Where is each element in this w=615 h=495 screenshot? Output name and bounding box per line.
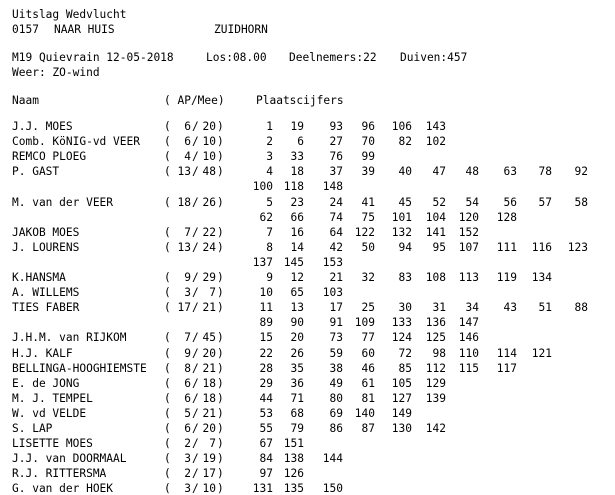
ratio-open-paren: ( — [164, 135, 171, 149]
placing-value: 131 — [252, 482, 273, 495]
placing-value: 28 — [259, 361, 273, 375]
placing-value: 22 — [259, 346, 273, 360]
placing-value: 64 — [329, 225, 343, 239]
participant-name: J.J. MOES — [12, 120, 73, 133]
placing-value: 84 — [259, 452, 273, 466]
placing-value: 35 — [290, 361, 304, 375]
placing-value: 2 — [266, 135, 273, 149]
mee-count: 17 — [202, 467, 216, 481]
participant-name: REMCO PLOEG — [12, 150, 87, 164]
ap-count: 6 — [184, 120, 191, 133]
placing-value: 118 — [283, 180, 304, 194]
participant-name: JAKOB MOES — [12, 225, 80, 239]
col-ratio-header: ( AP/Mee) — [164, 94, 225, 107]
placing-value: 102 — [425, 135, 446, 149]
placing-value: 40 — [398, 165, 412, 179]
ratio-open-paren: ( — [164, 361, 171, 375]
ratio-slash: / — [192, 361, 199, 375]
release-time: Los:08.00 — [206, 51, 267, 64]
participant-name: M. J. TEMPEL — [12, 391, 93, 405]
ratio-slash: / — [192, 165, 199, 179]
placing-value: 142 — [425, 422, 446, 435]
placing-value: 100 — [252, 180, 273, 194]
placing-value: 17 — [329, 301, 343, 315]
placing-value: 21 — [329, 271, 343, 284]
ap-count: 9 — [184, 271, 191, 284]
placing-value: 44 — [259, 391, 273, 405]
ratio-open-paren: ( — [164, 406, 171, 420]
placing-value: 87 — [361, 422, 375, 435]
placing-value: 58 — [574, 195, 588, 209]
ratio-close-paren: ) — [217, 391, 224, 405]
ratio-slash: / — [192, 482, 199, 495]
participants-count: Deelnemers:22 — [289, 51, 377, 64]
placing-value: 80 — [329, 391, 343, 405]
placing-value: 19 — [290, 120, 304, 133]
placing-value: 119 — [496, 271, 517, 284]
mee-count: 20 — [202, 422, 216, 435]
placing-value: 34 — [465, 301, 479, 315]
ratio-close-paren: ) — [217, 437, 224, 451]
placing-value: 97 — [259, 467, 273, 481]
ratio-open-paren: ( — [164, 225, 171, 239]
placing-value: 135 — [283, 482, 304, 495]
ratio-slash: / — [192, 376, 199, 390]
placing-value: 73 — [329, 331, 343, 345]
report-title: Uitslag Wedvlucht — [12, 8, 127, 21]
placing-value: 30 — [398, 301, 412, 315]
placing-value: 65 — [290, 286, 304, 300]
ratio-open-paren: ( — [164, 482, 171, 495]
ratio-slash: / — [192, 346, 199, 360]
placing-value: 77 — [361, 331, 375, 345]
placing-value: 91 — [329, 316, 343, 330]
placing-value: 37 — [329, 165, 343, 179]
placing-value: 103 — [322, 286, 343, 300]
ap-count: 18 — [177, 195, 191, 209]
placing-value: 75 — [361, 210, 375, 224]
placing-value: 132 — [391, 225, 412, 239]
placing-value: 76 — [329, 150, 343, 164]
placing-value: 42 — [329, 240, 343, 254]
placing-value: 137 — [252, 255, 273, 269]
placing-value: 32 — [361, 271, 375, 284]
participant-name: S. LAP — [12, 422, 53, 435]
mee-count: 10 — [202, 150, 216, 164]
placing-value: 115 — [458, 361, 479, 375]
mee-count: 24 — [202, 240, 216, 254]
ratio-open-paren: ( — [164, 391, 171, 405]
participant-name: P. GAST — [12, 165, 60, 179]
placing-value: 93 — [329, 120, 343, 133]
ap-count: 6 — [184, 391, 191, 405]
ratio-slash: / — [192, 195, 199, 209]
placing-value: 10 — [259, 286, 273, 300]
placing-value: 56 — [503, 195, 517, 209]
placing-value: 143 — [425, 120, 446, 133]
placing-value: 85 — [398, 361, 412, 375]
ratio-slash: / — [192, 391, 199, 405]
placing-value: 138 — [283, 452, 304, 466]
participant-name: G. van der HOEK — [12, 482, 114, 495]
ratio-slash: / — [192, 301, 199, 315]
participant-name: R.J. RITTERSMA — [12, 467, 107, 481]
placing-value: 69 — [329, 406, 343, 420]
placing-value: 14 — [290, 240, 304, 254]
ap-count: 5 — [184, 406, 191, 420]
ap-count: 6 — [184, 376, 191, 390]
placing-value: 145 — [283, 255, 304, 269]
pigeons-count: Duiven:457 — [400, 51, 468, 64]
placing-value: 113 — [458, 271, 479, 284]
placing-value: 99 — [361, 150, 375, 164]
placing-value: 46 — [361, 361, 375, 375]
placing-value: 51 — [538, 301, 552, 315]
ratio-open-paren: ( — [164, 376, 171, 390]
ratio-slash: / — [192, 120, 199, 133]
placing-value: 36 — [290, 376, 304, 390]
ratio-close-paren: ) — [217, 301, 224, 315]
col-places-header: Plaatscijfers — [256, 94, 344, 107]
placing-value: 150 — [322, 482, 343, 495]
placing-value: 79 — [290, 422, 304, 435]
ratio-close-paren: ) — [217, 150, 224, 164]
ratio-close-paren: ) — [217, 376, 224, 390]
placing-value: 9 — [266, 271, 273, 284]
ratio-slash: / — [192, 331, 199, 345]
mee-count: 18 — [202, 391, 216, 405]
placing-value: 52 — [432, 195, 446, 209]
placing-value: 1 — [266, 120, 273, 133]
ratio-close-paren: ) — [217, 467, 224, 481]
ratio-close-paren: ) — [217, 135, 224, 149]
participant-name: J. LOURENS — [12, 240, 80, 254]
participant-name: H.J. KALF — [12, 346, 73, 360]
mee-count: 7 — [209, 437, 216, 451]
ratio-close-paren: ) — [217, 240, 224, 254]
placing-value: 61 — [361, 376, 375, 390]
placing-value: 26 — [290, 346, 304, 360]
placing-value: 124 — [391, 331, 412, 345]
participant-name: J.J. van DOORMAAL — [12, 452, 127, 466]
participant-name: J.H.M. van RIJKOM — [12, 331, 127, 345]
col-name-header: Naam — [12, 94, 39, 107]
placing-value: 127 — [391, 391, 412, 405]
ap-count: 6 — [184, 422, 191, 435]
mee-count: 21 — [202, 406, 216, 420]
ratio-slash: / — [192, 467, 199, 481]
ratio-slash: / — [192, 150, 199, 164]
ratio-open-paren: ( — [164, 452, 171, 466]
ratio-close-paren: ) — [217, 482, 224, 495]
race-info: M19 Quievrain 12-05-2018 — [12, 51, 174, 64]
placing-value: 136 — [425, 316, 446, 330]
placing-value: 39 — [361, 165, 375, 179]
placing-value: 141 — [425, 225, 446, 239]
ratio-open-paren: ( — [164, 467, 171, 481]
placing-value: 50 — [361, 240, 375, 254]
placing-value: 120 — [458, 210, 479, 224]
ratio-open-paren: ( — [164, 331, 171, 345]
ratio-slash: / — [192, 437, 199, 451]
placing-value: 24 — [329, 195, 343, 209]
placing-value: 81 — [361, 391, 375, 405]
placing-value: 55 — [259, 422, 273, 435]
mee-count: 29 — [202, 271, 216, 284]
ratio-open-paren: ( — [164, 301, 171, 315]
placing-value: 72 — [398, 346, 412, 360]
ap-count: 2 — [184, 437, 191, 451]
placing-value: 15 — [259, 331, 273, 345]
ratio-slash: / — [192, 135, 199, 149]
placing-value: 110 — [458, 346, 479, 360]
ap-count: 4 — [184, 150, 191, 164]
ratio-close-paren: ) — [217, 346, 224, 360]
placing-value: 8 — [266, 240, 273, 254]
placing-value: 66 — [290, 210, 304, 224]
placing-value: 88 — [574, 301, 588, 315]
ratio-close-paren: ) — [217, 422, 224, 435]
ap-count: 3 — [184, 452, 191, 466]
placing-value: 63 — [503, 165, 517, 179]
placing-value: 109 — [354, 316, 375, 330]
placing-value: 70 — [361, 135, 375, 149]
ratio-slash: / — [192, 452, 199, 466]
placing-value: 117 — [496, 361, 517, 375]
placing-value: 60 — [361, 346, 375, 360]
ratio-slash: / — [192, 225, 199, 239]
placing-value: 13 — [290, 301, 304, 315]
ratio-open-paren: ( — [164, 346, 171, 360]
placing-value: 95 — [432, 240, 446, 254]
mee-count: 48 — [202, 165, 216, 179]
ap-count: 7 — [184, 225, 191, 239]
ratio-open-paren: ( — [164, 240, 171, 254]
mee-count: 7 — [209, 286, 216, 300]
ap-count: 3 — [184, 482, 191, 495]
placing-value: 31 — [432, 301, 446, 315]
placing-value: 74 — [329, 210, 343, 224]
ratio-slash: / — [192, 240, 199, 254]
ap-count: 3 — [184, 286, 191, 300]
placing-value: 47 — [432, 165, 446, 179]
placing-value: 82 — [398, 135, 412, 149]
placing-value: 62 — [259, 210, 273, 224]
placing-value: 130 — [391, 422, 412, 435]
ap-count: 8 — [184, 361, 191, 375]
mee-count: 10 — [202, 135, 216, 149]
placing-value: 43 — [503, 301, 517, 315]
mee-count: 21 — [202, 361, 216, 375]
mee-count: 20 — [202, 120, 216, 133]
placing-value: 78 — [538, 165, 552, 179]
placing-value: 146 — [458, 331, 479, 345]
mee-count: 19 — [202, 452, 216, 466]
ratio-open-paren: ( — [164, 195, 171, 209]
placing-value: 41 — [361, 195, 375, 209]
ratio-open-paren: ( — [164, 165, 171, 179]
ratio-slash: / — [192, 271, 199, 284]
participant-name: TIES FABER — [12, 301, 80, 315]
placing-value: 3 — [266, 150, 273, 164]
placing-value: 18 — [290, 165, 304, 179]
ratio-close-paren: ) — [217, 225, 224, 239]
placing-value: 5 — [266, 195, 273, 209]
participant-name: LISETTE MOES — [12, 437, 93, 451]
placing-value: 92 — [574, 165, 588, 179]
placing-value: 20 — [290, 331, 304, 345]
placing-value: 123 — [567, 240, 588, 254]
club-place: ZUIDHORN — [214, 23, 268, 36]
placing-value: 153 — [322, 255, 343, 269]
ratio-close-paren: ) — [217, 452, 224, 466]
placing-value: 90 — [290, 316, 304, 330]
ap-count: 6 — [184, 135, 191, 149]
mee-count: 18 — [202, 376, 216, 390]
ratio-close-paren: ) — [217, 120, 224, 133]
placing-value: 48 — [465, 165, 479, 179]
ap-count: 13 — [177, 240, 191, 254]
ap-count: 13 — [177, 165, 191, 179]
mee-count: 21 — [202, 301, 216, 315]
participant-name: A. WILLEMS — [12, 286, 80, 300]
mee-count: 10 — [202, 482, 216, 495]
placing-value: 140 — [354, 406, 375, 420]
ratio-open-paren: ( — [164, 271, 171, 284]
participant-name: Comb. KöNIG-vd VEER — [12, 135, 140, 149]
placing-value: 108 — [425, 271, 446, 284]
mee-count: 20 — [202, 346, 216, 360]
ratio-open-paren: ( — [164, 120, 171, 133]
club-code: 0157 — [12, 23, 39, 36]
placing-value: 106 — [391, 120, 412, 133]
ratio-close-paren: ) — [217, 286, 224, 300]
placing-value: 7 — [266, 225, 273, 239]
placing-value: 12 — [290, 271, 304, 284]
placing-value: 49 — [329, 376, 343, 390]
placing-value: 94 — [398, 240, 412, 254]
placing-value: 53 — [259, 406, 273, 420]
placing-value: 148 — [322, 180, 343, 194]
ap-count: 7 — [184, 331, 191, 345]
placing-value: 89 — [259, 316, 273, 330]
ratio-open-paren: ( — [164, 422, 171, 435]
placing-value: 86 — [329, 422, 343, 435]
ap-count: 9 — [184, 346, 191, 360]
participant-name: M. van der VEER — [12, 195, 114, 209]
placing-value: 71 — [290, 391, 304, 405]
placing-value: 45 — [398, 195, 412, 209]
ratio-open-paren: ( — [164, 437, 171, 451]
ratio-slash: / — [192, 286, 199, 300]
placing-value: 128 — [496, 210, 517, 224]
ap-count: 17 — [177, 301, 191, 315]
placing-value: 68 — [290, 406, 304, 420]
placing-value: 101 — [391, 210, 412, 224]
placing-value: 27 — [329, 135, 343, 149]
ratio-close-paren: ) — [217, 165, 224, 179]
ratio-open-paren: ( — [164, 150, 171, 164]
placing-value: 38 — [329, 361, 343, 375]
placing-value: 57 — [538, 195, 552, 209]
ap-count: 2 — [184, 467, 191, 481]
ratio-open-paren: ( — [164, 286, 171, 300]
participant-name: K.HANSMA — [12, 271, 66, 284]
placing-value: 111 — [496, 240, 517, 254]
placing-value: 59 — [329, 346, 343, 360]
mee-count: 26 — [202, 195, 216, 209]
placing-value: 54 — [465, 195, 479, 209]
placing-value: 67 — [259, 437, 273, 451]
placing-value: 6 — [297, 135, 304, 149]
placing-value: 23 — [290, 195, 304, 209]
placing-value: 96 — [361, 120, 375, 133]
placing-value: 16 — [290, 225, 304, 239]
placing-value: 122 — [354, 225, 375, 239]
placing-value: 144 — [322, 452, 343, 466]
weather: Weer: ZO-wind — [12, 66, 100, 79]
ratio-close-paren: ) — [217, 195, 224, 209]
club-name: NAAR HUIS — [54, 23, 115, 36]
placing-value: 134 — [531, 271, 552, 284]
placing-value: 147 — [458, 316, 479, 330]
placing-value: 25 — [361, 301, 375, 315]
participant-name: W. vd VELDE — [12, 406, 87, 420]
placing-value: 116 — [531, 240, 552, 254]
ratio-close-paren: ) — [217, 331, 224, 345]
placing-value: 114 — [496, 346, 517, 360]
placing-value: 33 — [290, 150, 304, 164]
placing-value: 126 — [283, 467, 304, 481]
placing-value: 152 — [458, 225, 479, 239]
placing-value: 125 — [425, 331, 446, 345]
participant-name: BELLINGA-HOOGHIEMSTE — [12, 361, 147, 375]
placing-value: 104 — [425, 210, 446, 224]
mee-count: 22 — [202, 225, 216, 239]
placing-value: 4 — [266, 165, 273, 179]
ratio-close-paren: ) — [217, 271, 224, 284]
placing-value: 29 — [259, 376, 273, 390]
placing-value: 11 — [259, 301, 273, 315]
ratio-close-paren: ) — [217, 361, 224, 375]
placing-value: 129 — [425, 376, 446, 390]
placing-value: 105 — [391, 376, 412, 390]
placing-value: 98 — [432, 346, 446, 360]
placing-value: 107 — [458, 240, 479, 254]
mee-count: 45 — [202, 331, 216, 345]
placing-value: 133 — [391, 316, 412, 330]
placing-value: 151 — [283, 437, 304, 451]
placing-value: 83 — [398, 271, 412, 284]
ratio-close-paren: ) — [217, 406, 224, 420]
placing-value: 112 — [425, 361, 446, 375]
participant-name: E. de JONG — [12, 376, 80, 390]
placing-value: 139 — [425, 391, 446, 405]
ratio-slash: / — [192, 406, 199, 420]
ratio-slash: / — [192, 422, 199, 435]
placing-value: 149 — [391, 406, 412, 420]
placing-value: 121 — [531, 346, 552, 360]
